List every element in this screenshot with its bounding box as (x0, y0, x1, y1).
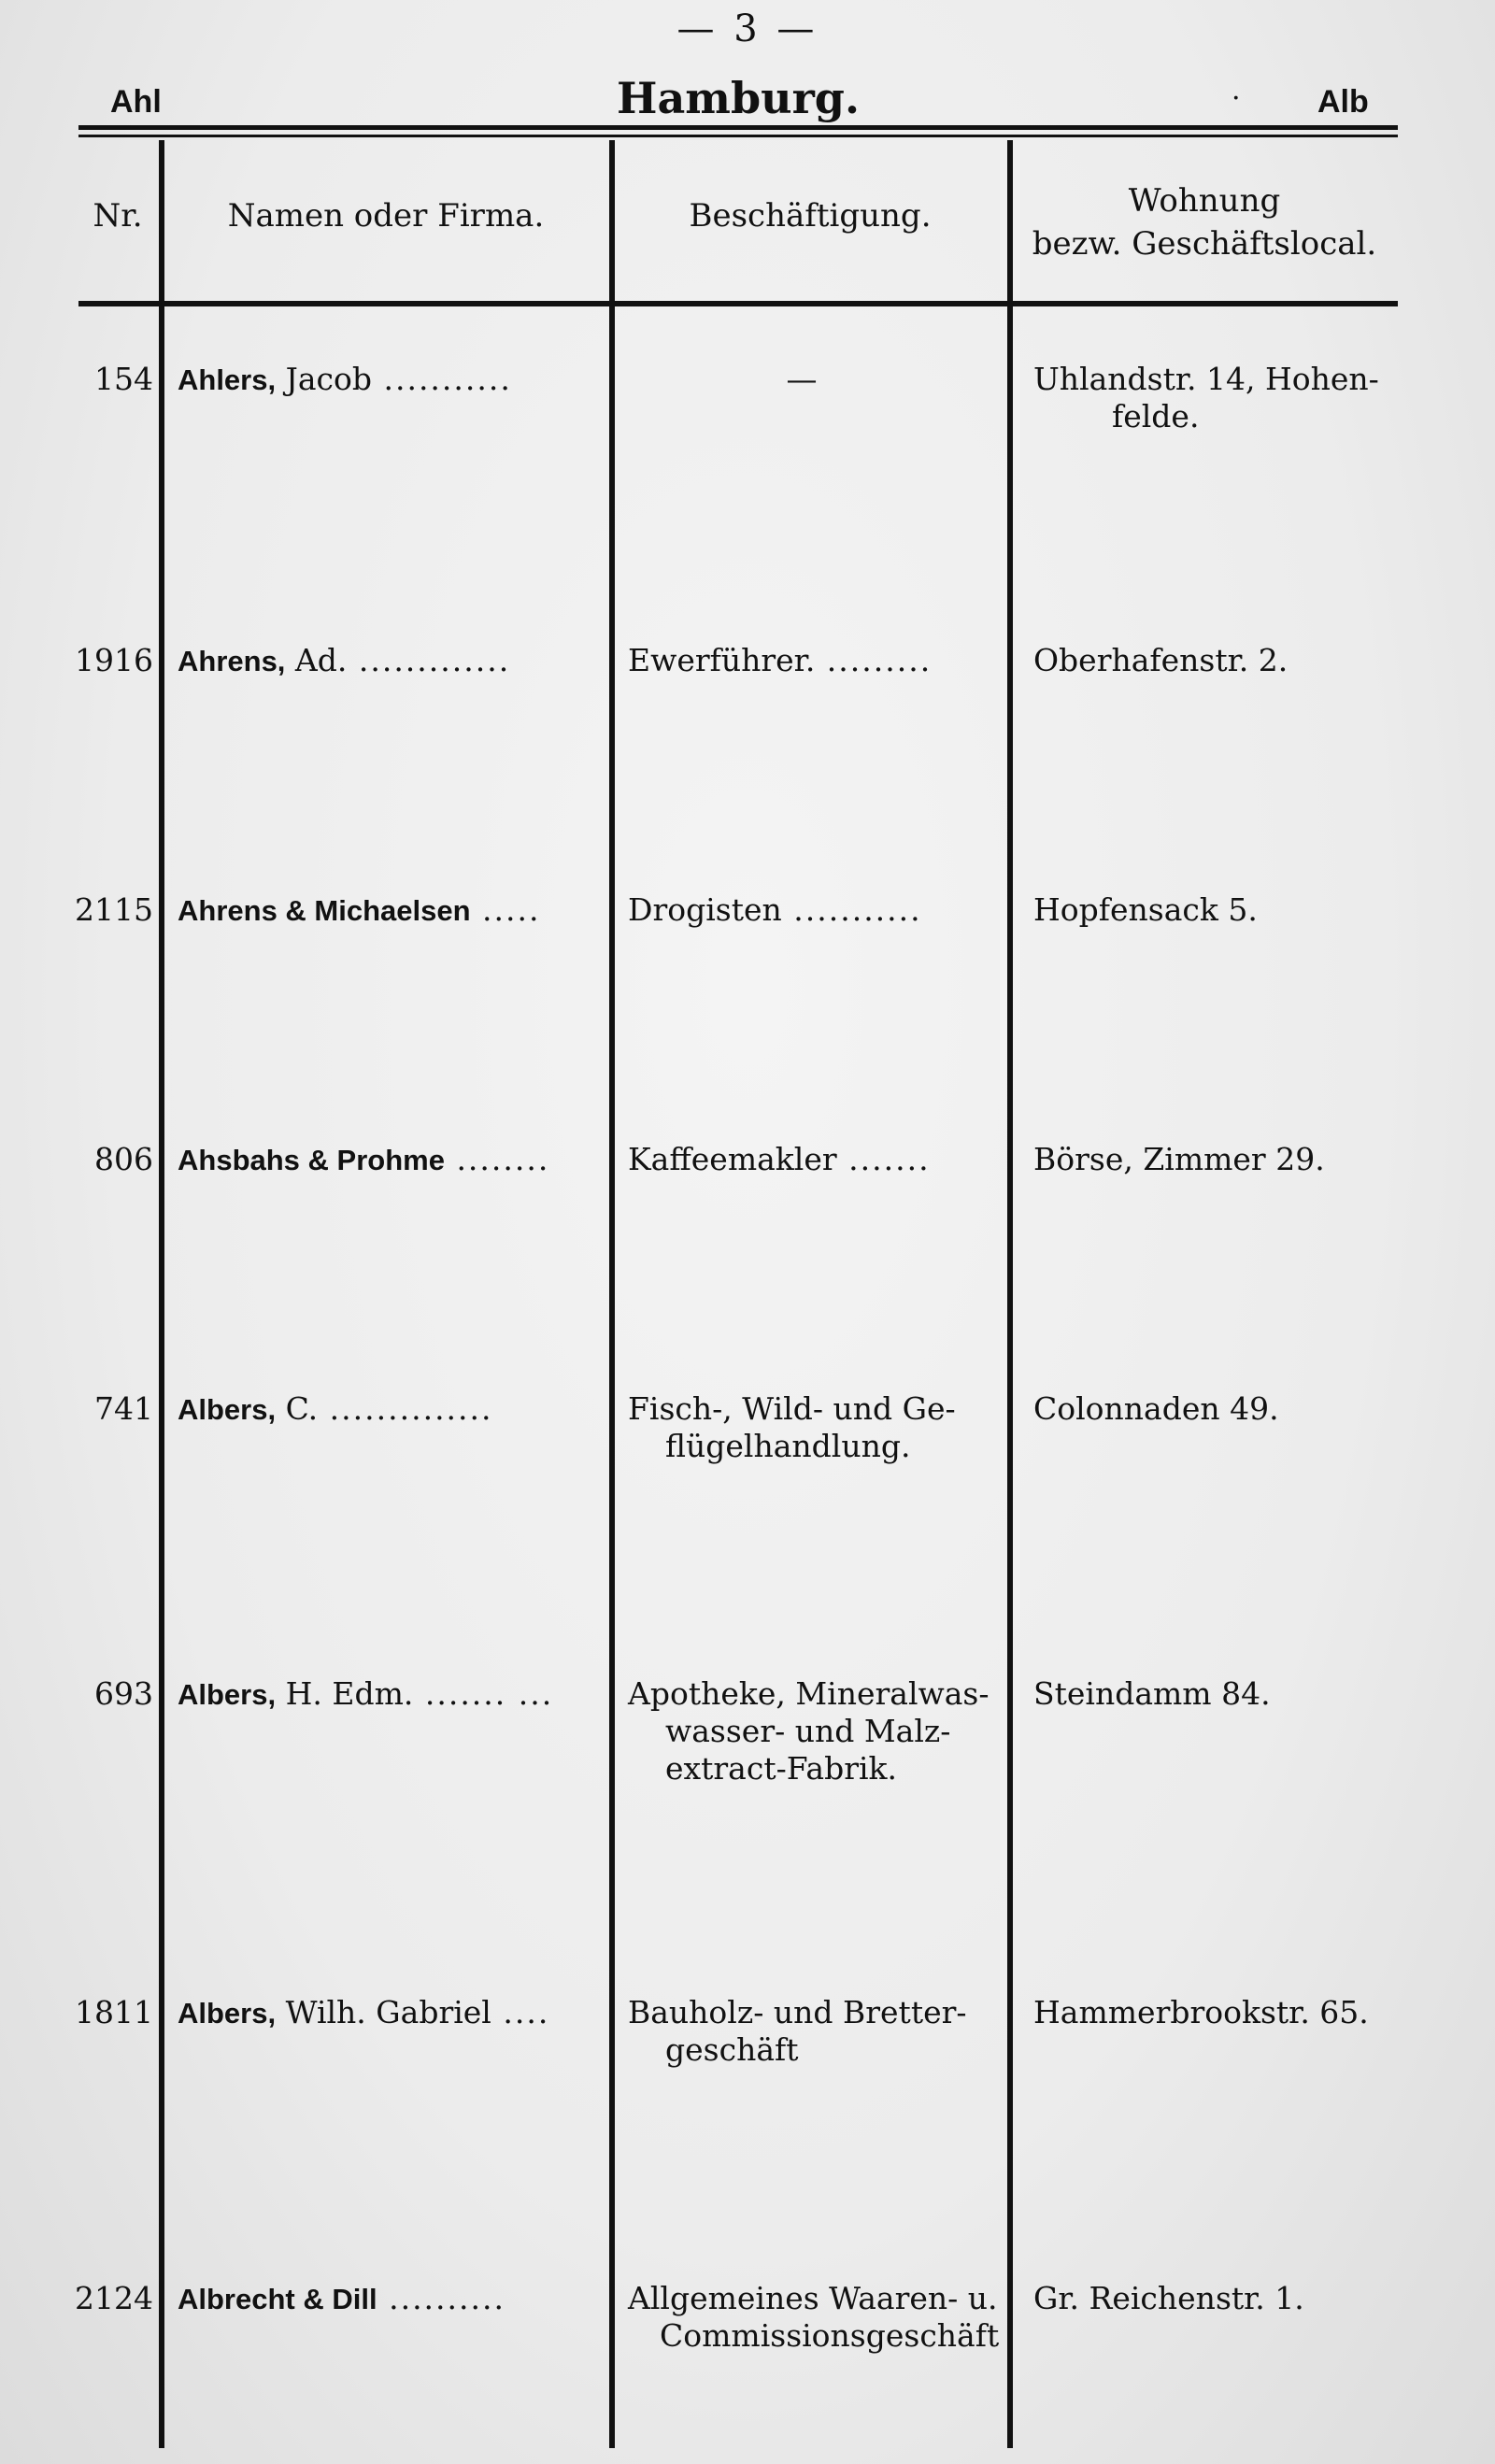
entry-given-name: C. (276, 1390, 319, 1427)
page-number: — 3 — (676, 7, 819, 50)
dot-leader: ........... (371, 361, 512, 397)
entry-name (178, 1675, 600, 1714)
entry-surname: Albrecht & Dill (178, 2283, 377, 2315)
column-header-address-line2: bezw. Geschäftslocal. (1032, 225, 1377, 263)
column-header-address-line1: Wohnung (1128, 182, 1281, 220)
entry-occupation-line: extract-Fabrik. (665, 1750, 898, 1787)
page-title: Hamburg. (617, 73, 860, 123)
entry-name (178, 891, 600, 930)
entry-address (1033, 891, 1407, 929)
entry-occupation (628, 1675, 998, 1787)
entry-surname: Albers, (178, 1678, 277, 1711)
top-rule (78, 125, 1398, 130)
print-mark: · (1232, 82, 1241, 115)
table-row (0, 1994, 1495, 2106)
table-row (0, 642, 1495, 754)
dot-leader: ........... (781, 891, 922, 928)
table-row (0, 1390, 1495, 1503)
entry-name (178, 1994, 600, 2032)
entry-surname: Albers, (178, 1997, 277, 2030)
entry-occupation-line: geschäft (665, 2031, 799, 2068)
column-header-address (1013, 179, 1396, 265)
entry-occupation-line: Kaffeemakler (628, 1141, 837, 1177)
table-row (0, 2280, 1495, 2392)
entry-name (178, 1390, 600, 1429)
entry-occupation (628, 1390, 998, 1465)
running-head-right: Alb (1317, 84, 1369, 120)
entry-given-name: Jacob (276, 361, 372, 397)
entry-number: 154 (94, 361, 153, 397)
entry-occupation-line: Drogisten (628, 891, 782, 928)
entry-occupation (628, 2280, 998, 2355)
table-row (0, 1141, 1495, 1253)
entry-given-name: Ad. (285, 642, 348, 678)
entry-given-name: H. Edm. (276, 1675, 414, 1712)
entry-occupation-line: Commissionsgeschäft (660, 2317, 1000, 2354)
entry-number: 806 (94, 1141, 153, 1177)
entry-number: 693 (94, 1675, 153, 1712)
entry-address-line: Hopfensack 5. (1033, 891, 1258, 928)
column-header-occupation: Beschäftigung. (689, 197, 932, 235)
entry-address (1033, 1141, 1407, 1178)
table-row (0, 361, 1495, 473)
entry-surname: Ahsbahs & Prohme (178, 1144, 445, 1176)
entry-address-line: Börse, Zimmer 29. (1033, 1141, 1325, 1177)
dot-leader: ....... ... (413, 1675, 554, 1712)
entry-surname: Ahrens & Michaelsen (178, 894, 471, 927)
entry-address (1033, 1994, 1407, 2031)
entry-occupation (628, 361, 975, 398)
entry-address (1033, 642, 1407, 679)
dot-leader: ........ (444, 1141, 550, 1177)
dot-leader: .......... (377, 2280, 505, 2316)
entry-number: 2124 (75, 2280, 153, 2316)
entry-address (1033, 361, 1407, 435)
entry-surname: Ahlers, (178, 363, 277, 396)
entry-address-line: Uhlandstr. 14, Hohen- (1033, 361, 1379, 397)
running-head-left: Ahl (110, 84, 162, 120)
entry-address-line: Oberhafenstr. 2. (1033, 642, 1289, 678)
entry-address (1033, 2280, 1407, 2317)
dot-leader: ......... (815, 642, 933, 678)
entry-address (1033, 1675, 1407, 1713)
entry-surname: Ahrens, (178, 645, 286, 677)
entry-given-name: Wilh. Gabriel (276, 1994, 491, 2030)
entry-name (178, 2280, 600, 2318)
table-row (0, 1675, 1495, 1787)
top-rule-thin (78, 135, 1398, 137)
entry-occupation (628, 1994, 998, 2069)
column-header-nr: Nr. (93, 197, 143, 235)
entry-number: 741 (94, 1390, 153, 1427)
entry-address-line: felde. (1112, 398, 1200, 434)
entry-occupation-line: Ewerführer. (628, 642, 816, 678)
entry-occupation (628, 1141, 998, 1178)
entry-occupation-line: Bauholz- und Bretter- (628, 1994, 967, 2030)
dot-leader: ..... (470, 891, 541, 928)
entry-address-line: Steindamm 84. (1033, 1675, 1271, 1712)
table-row (0, 891, 1495, 1004)
entry-number: 2115 (75, 891, 153, 928)
entry-occupation (628, 891, 998, 929)
entry-surname: Albers, (178, 1393, 277, 1426)
dot-leader: .... (491, 1994, 550, 2030)
entry-name (178, 1141, 600, 1179)
entry-address-line: Hammerbrookstr. 65. (1033, 1994, 1369, 2030)
entry-occupation (628, 642, 998, 679)
dot-leader: ............. (347, 642, 511, 678)
entry-address-line: Colonnaden 49. (1033, 1390, 1279, 1427)
entry-occupation-line: Fisch-, Wild- und Ge- (628, 1390, 956, 1427)
entry-address-line: Gr. Reichenstr. 1. (1033, 2280, 1304, 2316)
entry-address (1033, 1390, 1407, 1428)
entry-name (178, 361, 600, 399)
entry-number: 1916 (75, 642, 153, 678)
column-header-name: Namen oder Firma. (227, 197, 545, 235)
entry-occupation-line: flügelhandlung. (665, 1428, 911, 1464)
entry-occupation-line: wasser- und Malz- (665, 1713, 951, 1749)
entry-number: 1811 (75, 1994, 153, 2030)
entry-occupation-line: Apotheke, Mineralwas- (628, 1675, 990, 1712)
dot-leader: ....... (836, 1141, 931, 1177)
dot-leader: .............. (318, 1390, 493, 1427)
entry-name (178, 642, 600, 680)
header-rule (78, 301, 1398, 306)
entry-occupation-line: — (786, 361, 818, 397)
entry-occupation-line: Allgemeines Waaren- u. (628, 2280, 998, 2316)
